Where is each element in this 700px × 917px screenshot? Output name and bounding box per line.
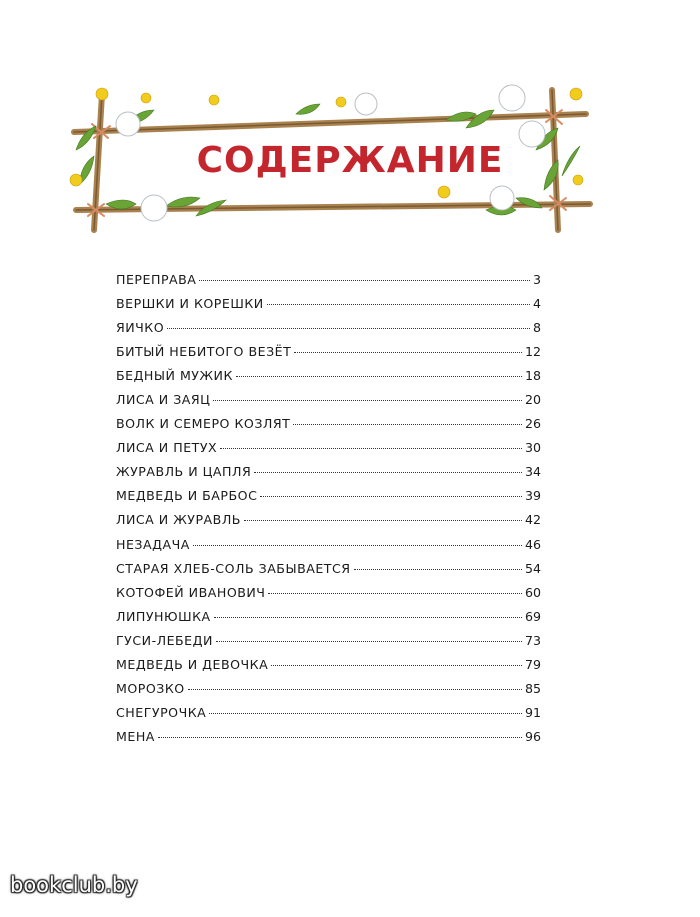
toc-entry-page: 79 [524,656,541,672]
toc-entry[interactable] [116,537,541,561]
dandelion-flower-icon [209,95,219,105]
toc-entry-page: 34 [524,464,541,480]
toc-entry-page: 85 [524,680,541,696]
toc-entry-title: МЕДВЕДЬ И БАРБОС [116,488,258,504]
dandelion-flower-icon [141,93,151,103]
dandelion-seed-head-icon [490,186,514,210]
toc-entry-page: 39 [524,488,541,504]
toc-entry[interactable] [116,464,541,488]
toc-entry-page: 26 [524,416,541,432]
toc-entry[interactable] [116,272,541,296]
toc-entry-page: 3 [532,272,541,287]
toc-entry-page: 73 [524,632,541,648]
dandelion-flower-icon [438,186,450,198]
dandelion-seed-head-icon [499,85,525,111]
dandelion-flower-icon [96,88,108,100]
toc-entry-title: ВОЛК И СЕМЕРО КОЗЛЯТ [116,416,291,432]
toc-entry-page: 12 [524,344,541,360]
toc-entry-page: 46 [524,536,541,552]
dandelion-seed-head-icon [355,93,377,115]
toc-entry[interactable] [116,512,541,536]
toc-entry-title: КОТОФЕЙ ИВАНОВИЧ [116,584,266,600]
dot-leader [220,448,522,449]
dot-leader [158,737,522,738]
toc-entry-page: 18 [524,368,541,384]
dandelion-flower-icon [336,97,346,107]
toc-entry-page: 20 [524,392,541,408]
toc-entry-title: МЕНА [116,728,155,744]
toc-entry-title: ЖУРАВЛЬ И ЦАПЛЯ [116,464,252,480]
toc-entry-page: 4 [532,296,541,312]
leaf-icon [296,104,320,114]
table-of-contents [116,272,541,753]
dot-leader [267,304,530,305]
toc-entry-title: ВЕРШКИ И КОРЕШКИ [116,296,264,312]
toc-entry-title: ГУСИ-ЛЕБЕДИ [116,632,213,648]
dot-leader [214,617,522,618]
toc-entry[interactable] [116,440,541,464]
dot-leader [268,593,522,594]
toc-entry-title: ЛИПУНЮШКА [116,608,211,624]
toc-entry-title: ЛИСА И ЖУРАВЛЬ [116,512,241,528]
dot-leader [294,352,522,353]
dot-leader [199,280,530,281]
toc-entry-title: СТАРАЯ ХЛЕБ-СОЛЬ ЗАБЫВАЕТСЯ [116,560,351,576]
dot-leader [188,689,522,690]
toc-entry-page: 54 [524,560,541,576]
dot-leader [236,376,522,377]
dandelion-flower-icon [570,88,582,100]
toc-entry-title: ЛИСА И ЗАЯЦ [116,392,211,408]
toc-entry[interactable] [116,488,541,512]
toc-entry-page: 96 [524,728,541,744]
watermark: bookclub.by [10,873,138,897]
toc-entry[interactable] [116,585,541,609]
toc-entry[interactable] [116,344,541,368]
toc-entry[interactable] [116,705,541,729]
leaf-icon [166,197,200,207]
toc-entry[interactable] [116,681,541,705]
toc-entry-title: МЕДВЕДЬ И ДЕВОЧКА [116,656,269,672]
toc-entry-title: МОРОЗКО [116,680,185,696]
toc-entry[interactable] [116,296,541,320]
toc-entry[interactable] [116,729,541,753]
toc-entry[interactable] [116,657,541,681]
toc-entry[interactable] [116,320,541,344]
toc-entry-title: НЕЗАДАЧА [116,536,190,552]
toc-entry-title: БЕДНЫЙ МУЖИК [116,368,233,384]
dot-leader [209,713,522,714]
toc-entry[interactable] [116,561,541,585]
dot-leader [354,569,522,570]
toc-entry[interactable] [116,609,541,633]
dot-leader [293,424,522,425]
dot-leader [216,641,522,642]
dot-leader [193,545,522,546]
toc-entry[interactable] [116,416,541,440]
dot-leader [254,472,522,473]
toc-entry[interactable] [116,392,541,416]
dot-leader [260,496,522,497]
page-title: СОДЕРЖАНИЕ [196,140,504,181]
toc-entry-page: 8 [532,320,541,336]
dandelion-seed-head-icon [116,112,140,136]
toc-entry-page: 91 [524,704,541,720]
toc-entry-page: 42 [524,512,541,528]
dandelion-seed-head-icon [141,195,167,221]
dot-leader [244,520,522,521]
toc-entry-title: ЛИСА И ПЕТУХ [116,440,218,456]
toc-entry-page: 30 [524,440,541,456]
dot-leader [271,665,522,666]
toc-entry[interactable] [116,368,541,392]
dot-leader [213,400,522,401]
toc-entry-title: СНЕГУРОЧКА [116,704,207,720]
toc-entry-page: 60 [524,584,541,600]
dot-leader [167,328,530,329]
toc-entry-title: ПЕРЕПРАВА [116,272,197,287]
toc-entry-page: 69 [524,608,541,624]
toc-entry-title: ЯИЧКО [116,320,165,336]
toc-entry-title: БИТЫЙ НЕБИТОГО ВЕЗЁТ [116,344,292,360]
toc-entry[interactable] [116,633,541,657]
